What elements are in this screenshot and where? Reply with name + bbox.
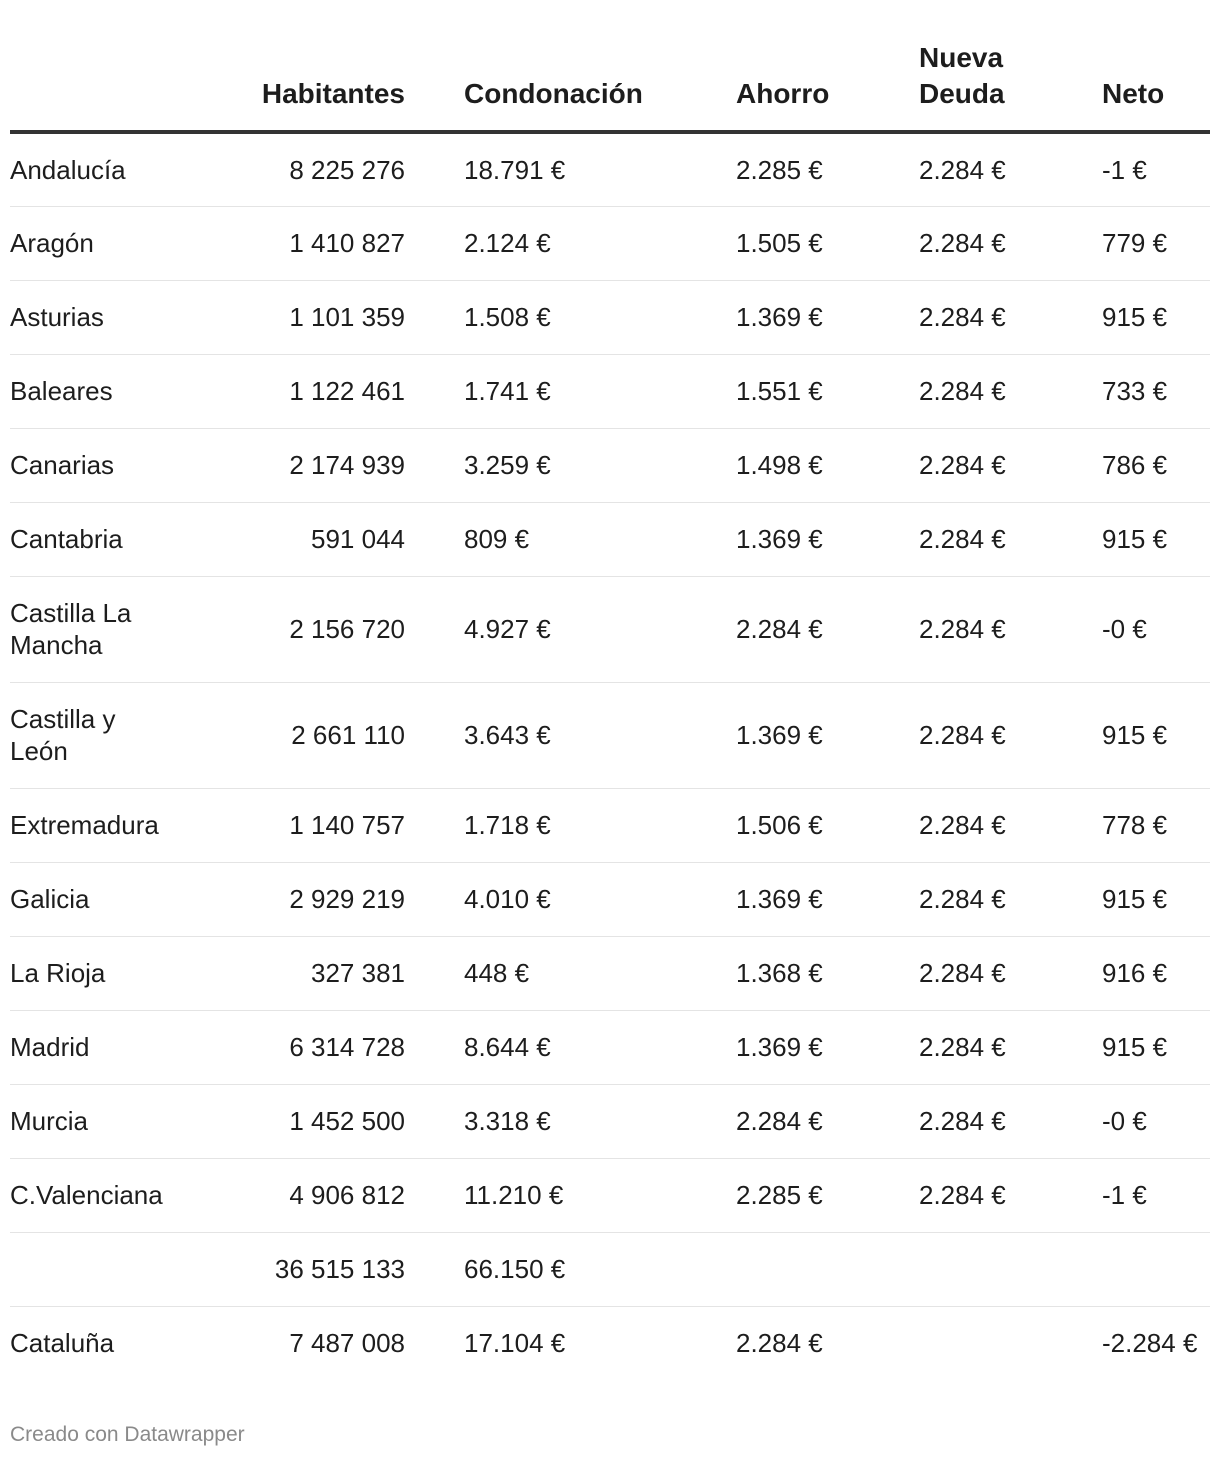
cell-neto: 916 € (1028, 936, 1210, 1010)
header-row (10, 40, 1210, 132)
cell-habitantes: 1 140 757 (180, 788, 405, 862)
cell-condonacion: 3.259 € (405, 428, 662, 502)
cell-condonacion: 8.644 € (405, 1010, 662, 1084)
cell-nueva-deuda: 2.284 € (845, 1158, 1028, 1232)
cell-region: Madrid (10, 1010, 180, 1084)
cell-ahorro: 1.369 € (662, 682, 845, 788)
cell-neto: 786 € (1028, 428, 1210, 502)
cell-neto: 778 € (1028, 788, 1210, 862)
cell-neto: -1 € (1028, 132, 1210, 206)
cell-neto: -0 € (1028, 576, 1210, 682)
cell-nueva-deuda: 2.284 € (845, 862, 1028, 936)
table-row (10, 1010, 1210, 1084)
cell-condonacion: 3.318 € (405, 1084, 662, 1158)
cell-ahorro: 1.368 € (662, 936, 845, 1010)
cell-nueva-deuda: 2.284 € (845, 206, 1028, 280)
cell-region: Aragón (10, 206, 180, 280)
cell-region: Extremadura (10, 788, 180, 862)
cell-neto: 779 € (1028, 206, 1210, 280)
cell-condonacion: 809 € (405, 502, 662, 576)
cell-habitantes: 8 225 276 (180, 132, 405, 206)
cell-neto: 915 € (1028, 862, 1210, 936)
header-ahorro[interactable]: Ahorro (662, 40, 845, 132)
cell-nueva-deuda: 2.284 € (845, 1084, 1028, 1158)
cell-ahorro: 1.369 € (662, 502, 845, 576)
cell-neto: 915 € (1028, 682, 1210, 788)
cell-region: Cataluña (10, 1328, 115, 1359)
cell-ahorro: 1.498 € (662, 428, 845, 502)
cell-condonacion: 1.508 € (405, 280, 662, 354)
cell-ahorro (662, 1232, 845, 1306)
table-row (10, 428, 1210, 502)
header-nueva-deuda[interactable]: Nueva Deuda (845, 40, 1028, 132)
data-table-container (10, 40, 1210, 1380)
cell-condonacion: 1.718 € (405, 788, 662, 862)
cell-habitantes: 1 122 461 (180, 354, 405, 428)
table-row (10, 280, 1210, 354)
cell-condonacion: 4.010 € (405, 862, 662, 936)
cell-habitantes: 2 174 939 (180, 428, 405, 502)
table-row (10, 132, 1210, 206)
table-header (10, 40, 1210, 132)
header-habitantes[interactable]: Habitantes (180, 40, 405, 132)
cell-ahorro: 1.369 € (662, 1010, 845, 1084)
cell-habitantes: 4 906 812 (180, 1158, 405, 1232)
cell-condonacion: 4.927 € (405, 576, 662, 682)
cell-ahorro: 2.284 € (662, 576, 845, 682)
table-row (10, 682, 1210, 788)
table-row (10, 1084, 1210, 1158)
cell-habitantes: 2 661 110 (180, 682, 405, 788)
table-row (10, 936, 1210, 1010)
cell-neto: -2.284 € (1102, 1328, 1198, 1359)
cell-nueva-deuda (845, 1306, 1028, 1380)
cell-ahorro: 1.551 € (662, 354, 845, 428)
cell-condonacion: 2.124 € (405, 206, 662, 280)
cell-region: Asturias (10, 280, 180, 354)
cell-region: Andalucía (10, 132, 180, 206)
table-row (10, 862, 1210, 936)
cell-habitantes: 6 314 728 (180, 1010, 405, 1084)
cell-habitantes: 1 101 359 (180, 280, 405, 354)
cell-neto: 915 € (1028, 1010, 1210, 1084)
cell-region: Baleares (10, 354, 180, 428)
cell-habitantes: 7 487 008 (289, 1328, 405, 1359)
cell-condonacion: 448 € (405, 936, 662, 1010)
cell-region (10, 1232, 180, 1306)
table-row (10, 1232, 1210, 1306)
cell-nueva-deuda: 2.284 € (845, 1010, 1028, 1084)
cell-ahorro: 1.369 € (662, 862, 845, 936)
cell-habitantes: 327 381 (180, 936, 405, 1010)
table-row (10, 206, 1210, 280)
cell-region: Canarias (10, 428, 180, 502)
cell-nueva-deuda: 2.284 € (845, 132, 1028, 206)
cell-neto (1028, 1232, 1210, 1306)
datawrapper-credit[interactable]: Creado con Datawrapper (10, 1423, 245, 1446)
table-row (10, 502, 1210, 576)
table-row (10, 1158, 1210, 1232)
cell-ahorro: 1.369 € (662, 280, 845, 354)
cell-ahorro: 2.284 € (662, 1084, 845, 1158)
cell-condonacion: 17.104 € (464, 1328, 566, 1359)
header-region[interactable] (10, 40, 180, 132)
cell-condonacion: 11.210 € (405, 1158, 662, 1232)
cell-nueva-deuda: 2.284 € (845, 576, 1028, 682)
cell-ahorro: 2.284 € (736, 1328, 823, 1359)
cell-condonacion: 3.643 € (405, 682, 662, 788)
cell-nueva-deuda: 2.284 € (845, 936, 1028, 1010)
cell-ahorro: 1.506 € (662, 788, 845, 862)
cell-neto: 915 € (1028, 280, 1210, 354)
cell-ahorro: 2.285 € (662, 1158, 845, 1232)
table-row (10, 1306, 1210, 1380)
cell-condonacion: 1.741 € (405, 354, 662, 428)
header-condonacion[interactable]: Condonación (405, 40, 662, 132)
cell-nueva-deuda: 2.284 € (845, 502, 1028, 576)
header-neto[interactable]: Neto (1028, 40, 1210, 132)
table-body (10, 132, 1210, 1380)
table-row (10, 576, 1210, 682)
cell-region: Murcia (10, 1084, 180, 1158)
cell-habitantes: 2 156 720 (180, 576, 405, 682)
table-row (10, 788, 1210, 862)
cell-region: Castilla y León (10, 682, 180, 788)
cell-habitantes: 1 410 827 (180, 206, 405, 280)
cell-habitantes: 591 044 (180, 502, 405, 576)
cell-region: Castilla La Mancha (10, 576, 180, 682)
cell-neto: -0 € (1028, 1084, 1210, 1158)
cell-nueva-deuda: 2.284 € (845, 682, 1028, 788)
cell-nueva-deuda: 2.284 € (845, 428, 1028, 502)
cell-region: C.Valenciana (10, 1158, 180, 1232)
cell-nueva-deuda: 2.284 € (845, 354, 1028, 428)
table-row (10, 354, 1210, 428)
cell-habitantes: 1 452 500 (180, 1084, 405, 1158)
data-table (10, 40, 1210, 1380)
cell-ahorro: 1.505 € (662, 206, 845, 280)
cell-ahorro: 2.285 € (662, 132, 845, 206)
cell-region: Galicia (10, 862, 180, 936)
cell-neto: -1 € (1028, 1158, 1210, 1232)
cell-nueva-deuda (845, 1232, 1028, 1306)
cell-condonacion: 18.791 € (405, 132, 662, 206)
cell-neto: 915 € (1028, 502, 1210, 576)
cell-habitantes: 2 929 219 (180, 862, 405, 936)
cell-habitantes: 36 515 133 (180, 1232, 405, 1306)
cell-region: Cantabria (10, 502, 180, 576)
cell-nueva-deuda: 2.284 € (845, 280, 1028, 354)
cell-nueva-deuda: 2.284 € (845, 788, 1028, 862)
cell-neto: 733 € (1028, 354, 1210, 428)
cell-condonacion: 66.150 € (405, 1232, 662, 1306)
cell-region: La Rioja (10, 936, 180, 1010)
